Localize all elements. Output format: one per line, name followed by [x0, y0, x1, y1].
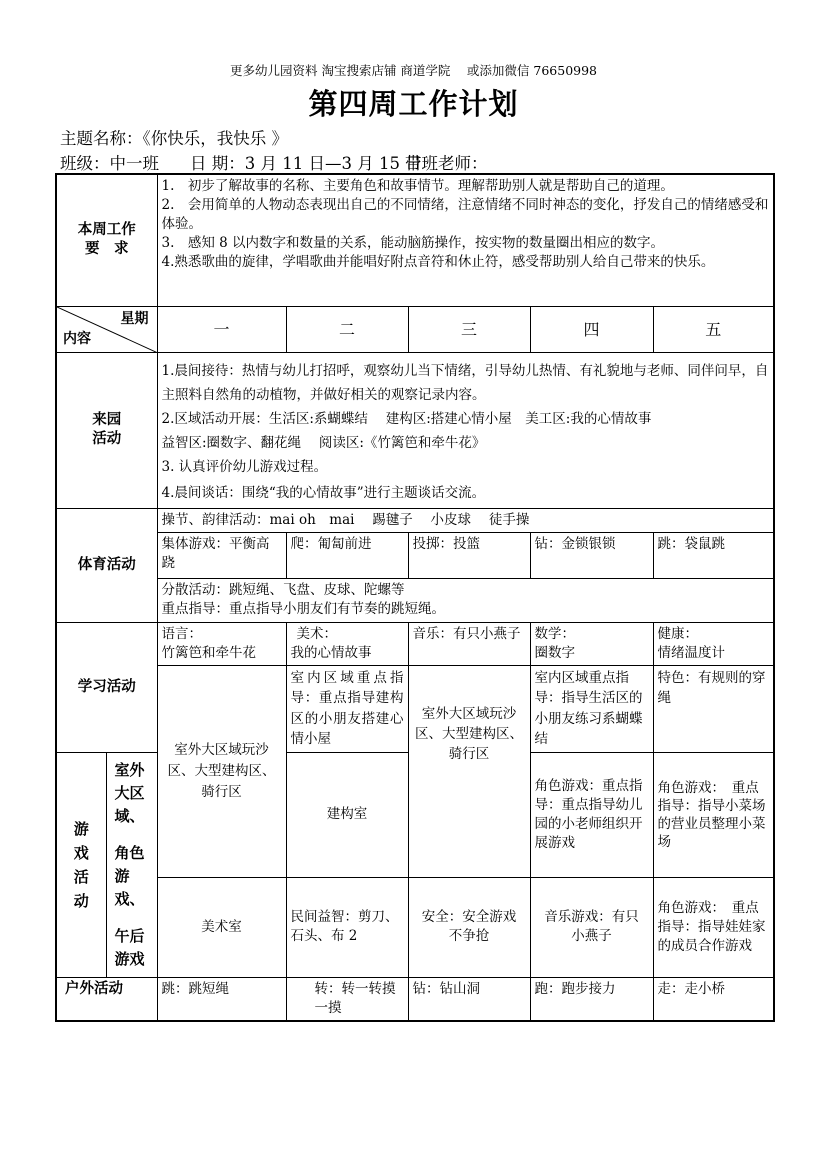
ad-line: 更多幼儿园资料 淘宝搜索店铺 商道学院 或添加微信 76650998 [229, 63, 598, 78]
weekly-req-item: 4.熟悉歌曲的旋律，学唱歌曲并能唱好附点音符和休止符，感受帮助别人给自己带来的快乐。 [161, 254, 715, 270]
weekly-req-item: 1. 初步了解故事的名称、主要角色和故事情节。理解帮助别人就是帮助自己的道理。 [161, 178, 674, 194]
pe-label: 体育活动 [56, 508, 157, 622]
arrival-item: 4.晨间谈话：围绕“我的心情故事”进行主题谈话交流。 [161, 484, 486, 501]
play-sub-labels: 室外 大区 域、 角色 游戏、 午后 游戏 [106, 752, 157, 977]
teacher-label: 带班老师： [405, 154, 488, 173]
arrival-item: 益智区:圈数字、翻花绳 阅读区:《竹篱笆和牵牛花》 [161, 434, 486, 451]
day-header-wed: 三 [408, 306, 530, 352]
day-header-mon: 一 [157, 306, 286, 352]
arrival-label: 来园 活动 [56, 352, 157, 508]
arrival-item: 3. 认真评价幼儿游戏过程。 [161, 458, 328, 475]
day-header-tue: 二 [286, 306, 408, 352]
afternoon-game: 音乐游戏：有只小燕子 [530, 877, 653, 977]
afternoon-game: 美术室 [157, 877, 286, 977]
afternoon-game: 安全：安全游戏不争抢 [408, 877, 530, 977]
outdoor-item: 跳：跳短绳 [157, 977, 286, 1021]
afternoon-game: 角色游戏： 重点指导：指导娃娃家的成员合作游戏 [653, 877, 774, 977]
learning-subject: 语言： 竹篱笆和牵牛花 [157, 622, 286, 665]
pe-game: 爬：匍匐前进 [286, 532, 408, 578]
theme-name: 主题名称：《你快乐，我快乐 》 [60, 129, 288, 148]
weekly-req-item: 2. 会用简单的人物动态表现出自己的不同情绪，注意情绪不同时神态的变化，抒发自己的情绪感受和体验。 [161, 197, 769, 232]
thu-role-game: 角色游戏：重点指导：重点指导幼儿园的小老师组织开展游戏 [530, 752, 653, 877]
weekly-req-item: 3. 感知 8 以内数字和数量的关系，能动脑筋操作，按实物的数量圈出相应的数字。 [161, 235, 665, 251]
fri-role-game: 角色游戏： 重点指导：指导小菜场的营业员整理小菜场 [653, 752, 774, 877]
outdoor-label: 户外活动 [56, 977, 157, 1021]
outdoor-item: 跑：跑步接力 [530, 977, 653, 1021]
page-title: 第四周工作计划 [308, 87, 519, 121]
pe-morning: 操节、韵律活动：mai oh mai 踢毽子 小皮球 徒手操 [157, 508, 774, 532]
pe-game: 跳：袋鼠跳 [653, 532, 774, 578]
content-label: 内容 [63, 330, 91, 347]
learning-subject: 美术： 我的心情故事 [286, 622, 408, 665]
class-name: 班级：中一班 [60, 154, 159, 173]
pe-game: 钻：金锁银锁 [530, 532, 653, 578]
day-header-fri: 五 [653, 306, 774, 352]
learning-subject: 健康： 情绪温度计 [653, 622, 774, 665]
pe-free: 分散活动：跳短绳、飞盘、皮球、陀螺等 重点指导：重点指导小朋友们有节奏的跳短绳。 [157, 578, 774, 622]
outdoor-item: 钻：钻山洞 [408, 977, 530, 1021]
weekly-req-content [157, 174, 774, 306]
outdoor-item: 转：转一转摸一摸 [286, 977, 408, 1021]
date-range: 日 期：3 月 11 日—3 月 15 日 [190, 154, 422, 173]
arrival-item: 1.晨间接待：热情与幼儿打招呼，观察幼儿当下情绪，引导幼儿热情、有礼貌地与老师、同伴问早，自主照料自然角的动植物，并做好相关的观察记录内容。 [161, 362, 769, 403]
plan-table [55, 173, 775, 1022]
fri-special: 特色：有规则的穿绳 [653, 665, 774, 752]
outdoor-item: 走：走小桥 [653, 977, 774, 1021]
day-header-thu: 四 [530, 306, 653, 352]
learning-subject: 音乐：有只小燕子 [408, 622, 530, 665]
pe-game: 集体游戏：平衡高跷 [157, 532, 286, 578]
wed-outdoor-area: 室外大区域玩沙区、大型建构区、骑行区 [408, 665, 530, 877]
weekday-label: 星期 [120, 310, 149, 327]
thu-indoor-area: 室内区域重点指导：指导生活区的小朋友练习系蝴蝶结 [530, 665, 653, 752]
weekly-req-label: 本周工作 要 求 [56, 174, 157, 306]
arrival-item: 2.区域活动开展：生活区:系蝴蝶结 建构区:搭建心情小屋 美工区:我的心情故事 [161, 410, 652, 427]
play-label: 游 戏 活 动 [56, 752, 106, 977]
tue-role-area: 建构室 [286, 752, 408, 877]
tue-indoor-area: 室内区域重点指导：重点指导建构区的小朋友搭建心情小屋 [286, 665, 408, 752]
arrival-content [157, 352, 774, 508]
pe-game: 投掷：投篮 [408, 532, 530, 578]
mon-outdoor-area: 室外大区域玩沙区、大型建构区、骑行区 [157, 665, 286, 877]
learning-subject: 数学： 圈数字 [530, 622, 653, 665]
learning-label: 学习活动 [56, 622, 157, 752]
afternoon-game: 民间益智：剪刀、石头、布 2 [286, 877, 408, 977]
corner-header [56, 306, 157, 352]
class-info-line [60, 150, 488, 174]
